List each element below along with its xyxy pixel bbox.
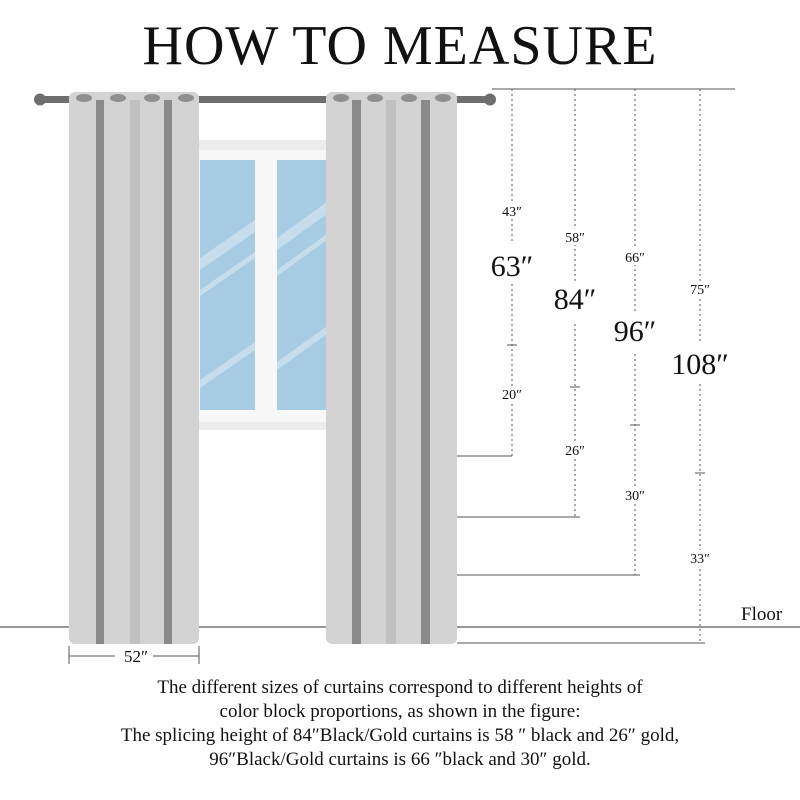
bottom-segment-label: 33″ [690,552,710,567]
total-length-label: 63″ [490,250,534,283]
curtain-grommet [110,94,126,102]
length-108 [457,89,736,643]
length-84 [457,89,601,517]
caption-line: 96″Black/Gold curtains is 66 ″black and 30″ gold. [209,749,591,770]
top-segment-label: 58″ [565,231,585,246]
caption-line: The splicing height of 84″Black/Gold curtains is 58 ″ black and 26″ gold, [120,725,680,746]
curtain-grommet [333,94,349,102]
curtain-fold [352,100,361,644]
total-length-label: 96″ [613,315,657,348]
bottom-segment-label: 26″ [565,444,585,459]
curtain-grommet [76,94,92,102]
curtain-fold [96,100,104,644]
curtain-width-label: 52″ [123,647,149,666]
bottom-segment-label: 30″ [625,489,645,504]
curtain-grommet [401,94,417,102]
curtain-grommet [435,94,451,102]
bottom-segment-label: 20″ [502,388,522,403]
curtain-fold [386,100,396,644]
top-segment-label: 75″ [690,283,710,298]
total-length-label: 84″ [553,283,597,316]
rod-finial-right [484,94,496,106]
top-segment-label: 43″ [502,205,522,220]
curtain-fold [164,100,172,644]
total-length-label: 108″ [671,348,729,381]
width-dimension [69,646,199,666]
caption-line: The different sizes of curtains correspond to different heights of [157,677,643,698]
top-segment-label: 66″ [625,251,645,266]
window [185,140,335,430]
curtain-fold [421,100,430,644]
curtain-fold [130,100,140,644]
length-63 [457,89,544,456]
description-text [0,676,800,772]
curtain-panel-right [326,92,457,644]
curtain-grommet [178,94,194,102]
curtain-grommet [144,94,160,102]
floor-label: Floor [741,604,783,625]
length-96 [457,89,661,575]
caption-line: color block proportions, as shown in the figure: [219,701,581,722]
window-pane-right [277,160,327,410]
curtain-panel-left [69,92,199,644]
page-title: HOW TO MEASURE [142,15,658,77]
rod-finial-left [34,94,46,106]
curtain-grommet [367,94,383,102]
length-dimensions [457,89,736,643]
